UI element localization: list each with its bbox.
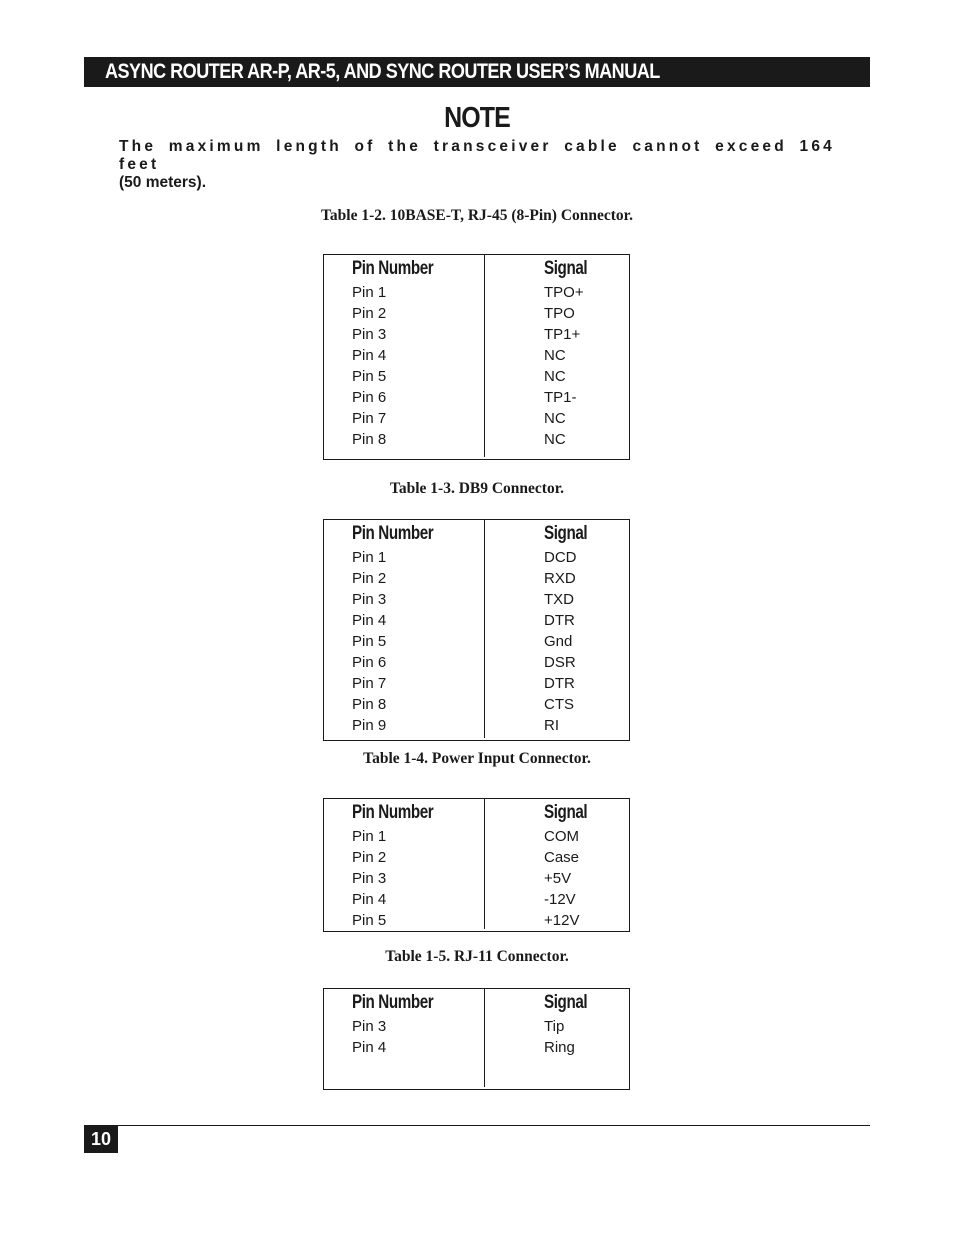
signal-cell: DTR (544, 612, 575, 629)
table-db9 (323, 519, 630, 741)
table-power-input (323, 798, 630, 932)
table-caption-db9: Table 1-3. DB9 Connector. (389, 480, 565, 497)
pin-cell: Pin 7 (352, 410, 387, 427)
signal-cell: DTR (544, 675, 575, 692)
table-row (324, 826, 629, 847)
signal-cell: Gnd (544, 633, 573, 650)
column-header-pin-number: Pin Number (352, 258, 434, 279)
pin-cell: Pin 5 (352, 912, 387, 929)
signal-cell: RI (544, 717, 559, 734)
table-row (324, 1016, 629, 1037)
pin-cell: Pin 1 (352, 549, 387, 566)
column-header-pin-number: Pin Number (352, 992, 434, 1013)
table-row (324, 282, 629, 303)
pin-cell: Pin 8 (352, 431, 387, 448)
table-row (324, 1037, 629, 1058)
pin-cell: Pin 2 (352, 305, 387, 322)
signal-cell: -12V (544, 891, 576, 908)
table-row (324, 547, 629, 568)
pin-cell: Pin 9 (352, 717, 387, 734)
pin-cell: Pin 1 (352, 828, 387, 845)
column-header-signal: Signal (544, 992, 588, 1013)
table-row (324, 910, 629, 931)
pin-cell: Pin 1 (352, 284, 387, 301)
signal-cell: NC (544, 431, 566, 448)
note-heading: NOTE (444, 102, 510, 134)
signal-cell: RXD (544, 570, 576, 587)
pin-cell: Pin 7 (352, 675, 387, 692)
pin-cell: Pin 4 (352, 347, 387, 364)
note-text (119, 138, 835, 192)
table-row (324, 324, 629, 345)
table-row (324, 568, 629, 589)
table-row (324, 868, 629, 889)
pin-cell: Pin 6 (352, 654, 387, 671)
pin-cell: Pin 3 (352, 591, 387, 608)
pin-cell: Pin 3 (352, 326, 387, 343)
table-row (324, 589, 629, 610)
footer-rule (84, 1125, 870, 1126)
pin-cell: Pin 4 (352, 612, 387, 629)
signal-cell: TPO (544, 305, 575, 322)
table-row (324, 610, 629, 631)
pin-cell: Pin 3 (352, 1018, 387, 1035)
pin-cell: Pin 8 (352, 696, 387, 713)
pin-cell: Pin 4 (352, 1039, 387, 1056)
table-row (324, 694, 629, 715)
signal-cell: TPO+ (544, 284, 584, 301)
column-header-signal: Signal (544, 523, 588, 544)
table-row (324, 715, 629, 736)
column-header-pin-number: Pin Number (352, 802, 434, 823)
table-row (324, 631, 629, 652)
page-number: 10 (90, 1129, 112, 1149)
table-row (324, 387, 629, 408)
signal-cell: +5V (544, 870, 572, 887)
pin-cell: Pin 5 (352, 633, 387, 650)
table-row (324, 345, 629, 366)
table-row (324, 408, 629, 429)
signal-cell: CTS (544, 696, 574, 713)
pin-cell: Pin 2 (352, 849, 387, 866)
note-text-line-2: (50 meters). (119, 174, 207, 191)
table-row (324, 889, 629, 910)
signal-cell: TP1- (544, 389, 577, 406)
table-row (324, 366, 629, 387)
page-number-box (84, 1125, 118, 1153)
pin-cell: Pin 6 (352, 389, 387, 406)
table-rj45 (323, 254, 630, 460)
table-caption-rj11: Table 1-5. RJ-11 Connector. (385, 948, 569, 965)
signal-cell: TP1+ (544, 326, 581, 343)
note-text-line-1: The maximum length of the transceiver cable cannot exceed 164 feet (119, 138, 835, 173)
pin-cell: Pin 3 (352, 870, 387, 887)
pin-cell: Pin 2 (352, 570, 387, 587)
pin-cell: Pin 5 (352, 368, 387, 385)
table-caption-rj45: Table 1-2. 10BASE-T, RJ-45 (8-Pin) Connector. (320, 207, 634, 224)
signal-cell: Tip (544, 1018, 565, 1035)
table-row (324, 673, 629, 694)
signal-cell: COM (544, 828, 579, 845)
signal-cell: +12V (544, 912, 580, 929)
signal-cell: Case (544, 849, 580, 866)
table-caption-power-input: Table 1-4. Power Input Connector. (363, 750, 591, 767)
running-header (84, 57, 870, 87)
signal-cell: NC (544, 347, 566, 364)
signal-cell: DCD (544, 549, 577, 566)
signal-cell: Ring (544, 1039, 575, 1056)
table-row (324, 429, 629, 450)
table-row (324, 303, 629, 324)
signal-cell: DSR (544, 654, 576, 671)
pin-cell: Pin 4 (352, 891, 387, 908)
column-header-signal: Signal (544, 258, 588, 279)
signal-cell: NC (544, 368, 566, 385)
table-rj11 (323, 988, 630, 1090)
signal-cell: TXD (544, 591, 574, 608)
signal-cell: NC (544, 410, 566, 427)
table-row (324, 847, 629, 868)
column-header-pin-number: Pin Number (352, 523, 434, 544)
manual-title: ASYNC ROUTER AR-P, AR-5, AND SYNC ROUTER USER’S MANUAL (105, 60, 660, 83)
column-header-signal: Signal (544, 802, 588, 823)
table-row (324, 652, 629, 673)
